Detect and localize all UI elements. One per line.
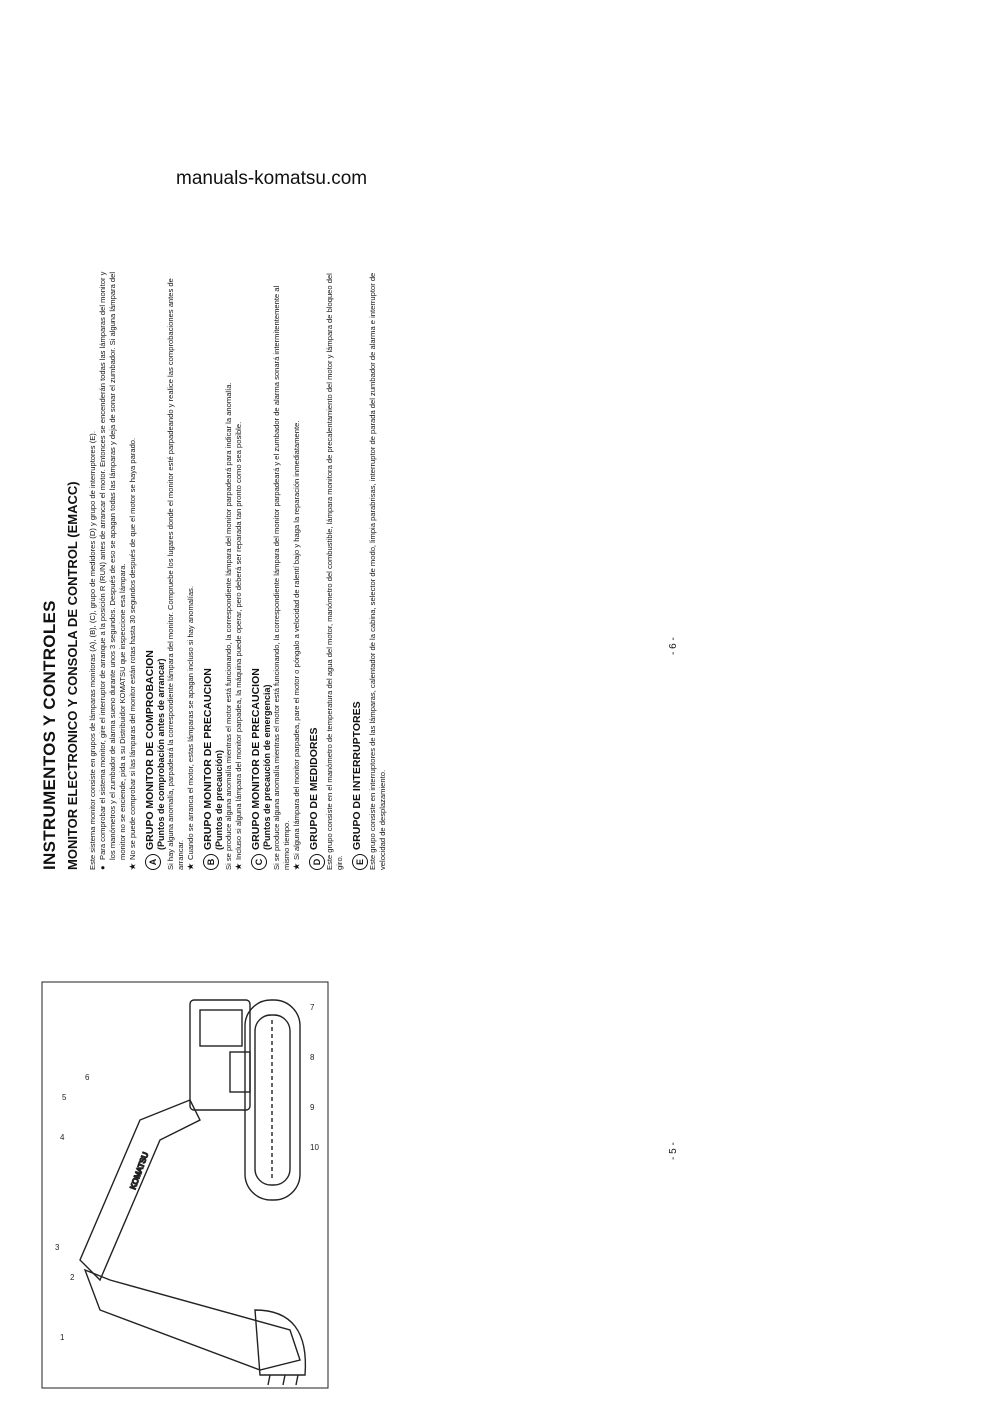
section-letter-b: B (203, 854, 219, 870)
page-number-right: - 6 - (668, 637, 679, 655)
note-mark: ● (98, 865, 107, 870)
note-item (234, 270, 244, 870)
section-body: Este grupo consiste en el manómetro de temperatura del agua del motor, manómetro del combustible, lámpara monitora de precalentamiento del motor y lámpara de bloqueo del giro. (325, 273, 344, 870)
note-text: No se puede comprobar si las lámparas del monitor están rotas hasta 30 segundos después de que el motor se haya parado. (128, 437, 137, 860)
section-b (203, 270, 244, 870)
section-title: GRUPO MONITOR DE PRECAUCION (250, 668, 262, 850)
callout-9: 9 (310, 1103, 315, 1112)
callout-3: 3 (55, 1243, 60, 1252)
callout-8: 8 (310, 1053, 315, 1062)
callout-group (55, 1003, 319, 1342)
section-body: Si se produce alguna anomalía mientras el motor está funcionando, la correspondiente lámpara del monitor parpadeará para indicar la anomalía. (224, 382, 233, 870)
note-item (292, 270, 302, 870)
watermark-text: manuals-komatsu.com (176, 168, 368, 189)
section-subtitle: (Puntos de comprobación antes de arrancar) (156, 658, 166, 850)
text-page (40, 270, 660, 870)
callout-6: 6 (85, 1073, 90, 1082)
note-mark: ★ (234, 863, 243, 870)
callout-10: 10 (310, 1143, 319, 1152)
section-letter-c: C (251, 854, 267, 870)
excavator-illustration (40, 980, 330, 1390)
note-item (98, 270, 128, 870)
note-item (186, 270, 196, 870)
callout-7: 7 (310, 1003, 315, 1012)
section-body: Si hay alguna anomalía, parpadeará la correspondiente lámpara del monitor. Compruebe los lugares donde el monitor esté parpadeando y realice las comprobaciones antes de arrancar. (166, 278, 185, 870)
section-subtitle: (Puntos de precaución de emergencia) (262, 684, 272, 850)
figure-frame (42, 982, 328, 1388)
section-subtitle: (Puntos de precaución) (214, 749, 224, 850)
note-text: Si alguna lámpara del monitor parpadea, pare el motor o póngalo a velocidad de ralentí bajo y haga la reparación inmediatamente. (292, 420, 301, 860)
page-subtitle: MONITOR ELECTRONICO Y CONSOLA DE CONTROL (EMACC) (65, 481, 80, 870)
boom-arm (80, 1100, 200, 1280)
section-letter-e: E (352, 854, 368, 870)
note-text: Incluso si alguna lámpara del monitor parpadea, la máquina puede operar, pero deberá ser reparada tan pronto como sea posible. (234, 421, 243, 860)
bucket-arm (85, 1270, 305, 1385)
section-letter-a: A (145, 854, 161, 870)
note-text: Para comprobar el sistema monitor, gire el interruptor de arranque a la posición R (RUN) antes de arrancar el motor. Entonces se encenderán todas las lámparas del monitor y los manómetros y el zumbador de alarma sueno durante unos 3 segundos. Después de eso se apagan todas las lámparas y deja de sonar el zumbador. Si alguna lámpara del monitor no se enciende, pida a su Distribuidor KOMATSU que inspeccione esa lámpara. (98, 271, 127, 860)
note-item (128, 270, 138, 870)
brand-label: KOMATSU (128, 1150, 151, 1191)
track-assembly (245, 1000, 300, 1200)
callout-4: 4 (60, 1133, 65, 1142)
note-mark: ★ (292, 863, 301, 870)
note-text: Cuando se arranca el motor, estas lámparas se apagan incluso si hay anomalías. (186, 586, 195, 860)
section-letter-d: D (309, 854, 325, 870)
intro-notes (98, 270, 138, 870)
section-a (145, 270, 196, 870)
section-title: GRUPO MONITOR DE PRECAUCION (202, 668, 214, 850)
note-mark: ★ (128, 863, 137, 870)
cab-body (190, 1000, 250, 1110)
note-mark: ★ (186, 863, 195, 870)
intro-paragraph: Este sistema monitor consiste en grupos de lámparas monitoras (A), (B), (C), grupo de medidores (D) y grupo de interruptores (E). (88, 431, 97, 870)
page-title: INSTRUMENTOS Y CONTROLES (40, 600, 59, 870)
section-body: Este grupo consiste en interruptores de las lámparas, calentador de la cabina, selector de modo, limpia parabrisas, interruptor de parada del zumbador de alarma e interruptor de velocidad de desplazamiento. (368, 272, 387, 870)
callout-2: 2 (70, 1273, 75, 1282)
callout-5: 5 (62, 1093, 67, 1102)
section-title: GRUPO MONITOR DE COMPROBACION (144, 650, 156, 850)
section-title: GRUPO DE MEDIDORES (308, 727, 320, 850)
section-e (352, 270, 388, 870)
callout-1: 1 (60, 1333, 65, 1342)
section-title: GRUPO DE INTERRUPTORES (351, 701, 363, 850)
section-d (309, 270, 345, 870)
page-number-left: - 5 - (668, 1142, 679, 1160)
section-body: Si se produce alguna anomalía mientras el motor está funcionando, la correspondiente lámpara del monitor parpadeará y el zumbador de alarma sonará intermitentemente al mismo tiempo. (272, 285, 291, 870)
section-c (251, 270, 302, 870)
